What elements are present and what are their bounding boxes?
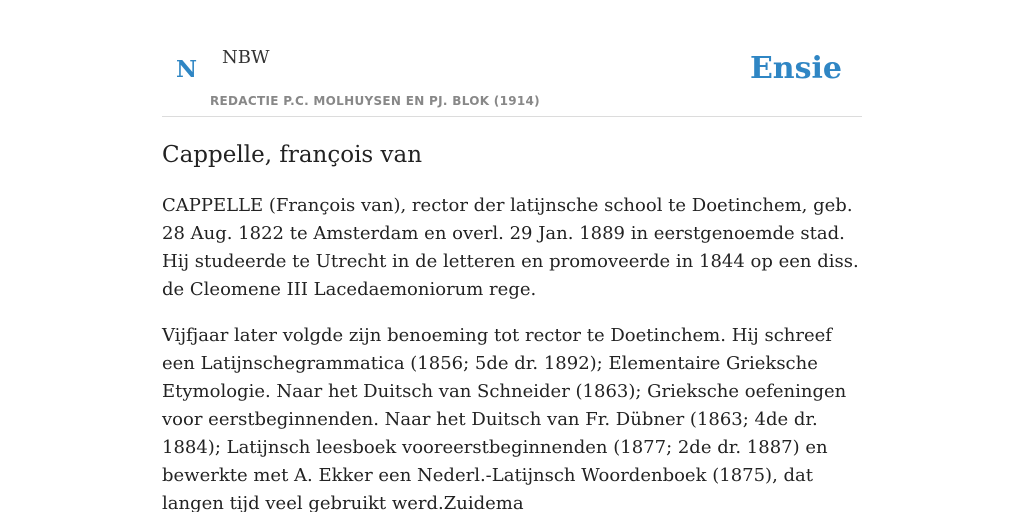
article-body [162, 192, 866, 512]
brand-logo-link[interactable]: Ensie [749, 51, 842, 86]
source-name[interactable]: NBW [222, 47, 270, 68]
paragraph: Vijfjaar later volgde zijn benoeming tot rector te Doetinchem. Hij schreef een Latijnschegrammatica (1856; 5de dr. 1892); Elementaire Grieksche Etymologie. Naar het Duitsch van Schneider (1863); Grieksche oefeningen voor eerstbeginnenden. Naar het Duitsch van Fr. Dübner (1863; 4de dr. 1884); Latijnsch leesboek vooreerstbeginnenden (1877; 2de dr. 1887) en bewerkte met A. Ekker een Nederl.-Latijnsch Woordenboek (1875), dat langen tijd veel gebruikt werd.Zuidema [162, 325, 847, 512]
source-editors: REDACTIE P.C. MOLHUYSEN EN PJ. BLOK (1914) [210, 94, 540, 108]
page-title: Cappelle, françois van [162, 142, 423, 168]
header [162, 0, 862, 117]
paragraph: CAPPELLE (François van), rector der latijnsche school te Doetinchem, geb. 28 Aug. 1822 te Amsterdam en overl. 29 Jan. 1889 in eerstgenoemde stad. Hij studeerde te Utrecht in de letteren en promoveerde in 1844 op een diss. de Cleomene III Lacedaemoniorum rege. [162, 195, 859, 300]
source-logo: N [176, 56, 198, 83]
